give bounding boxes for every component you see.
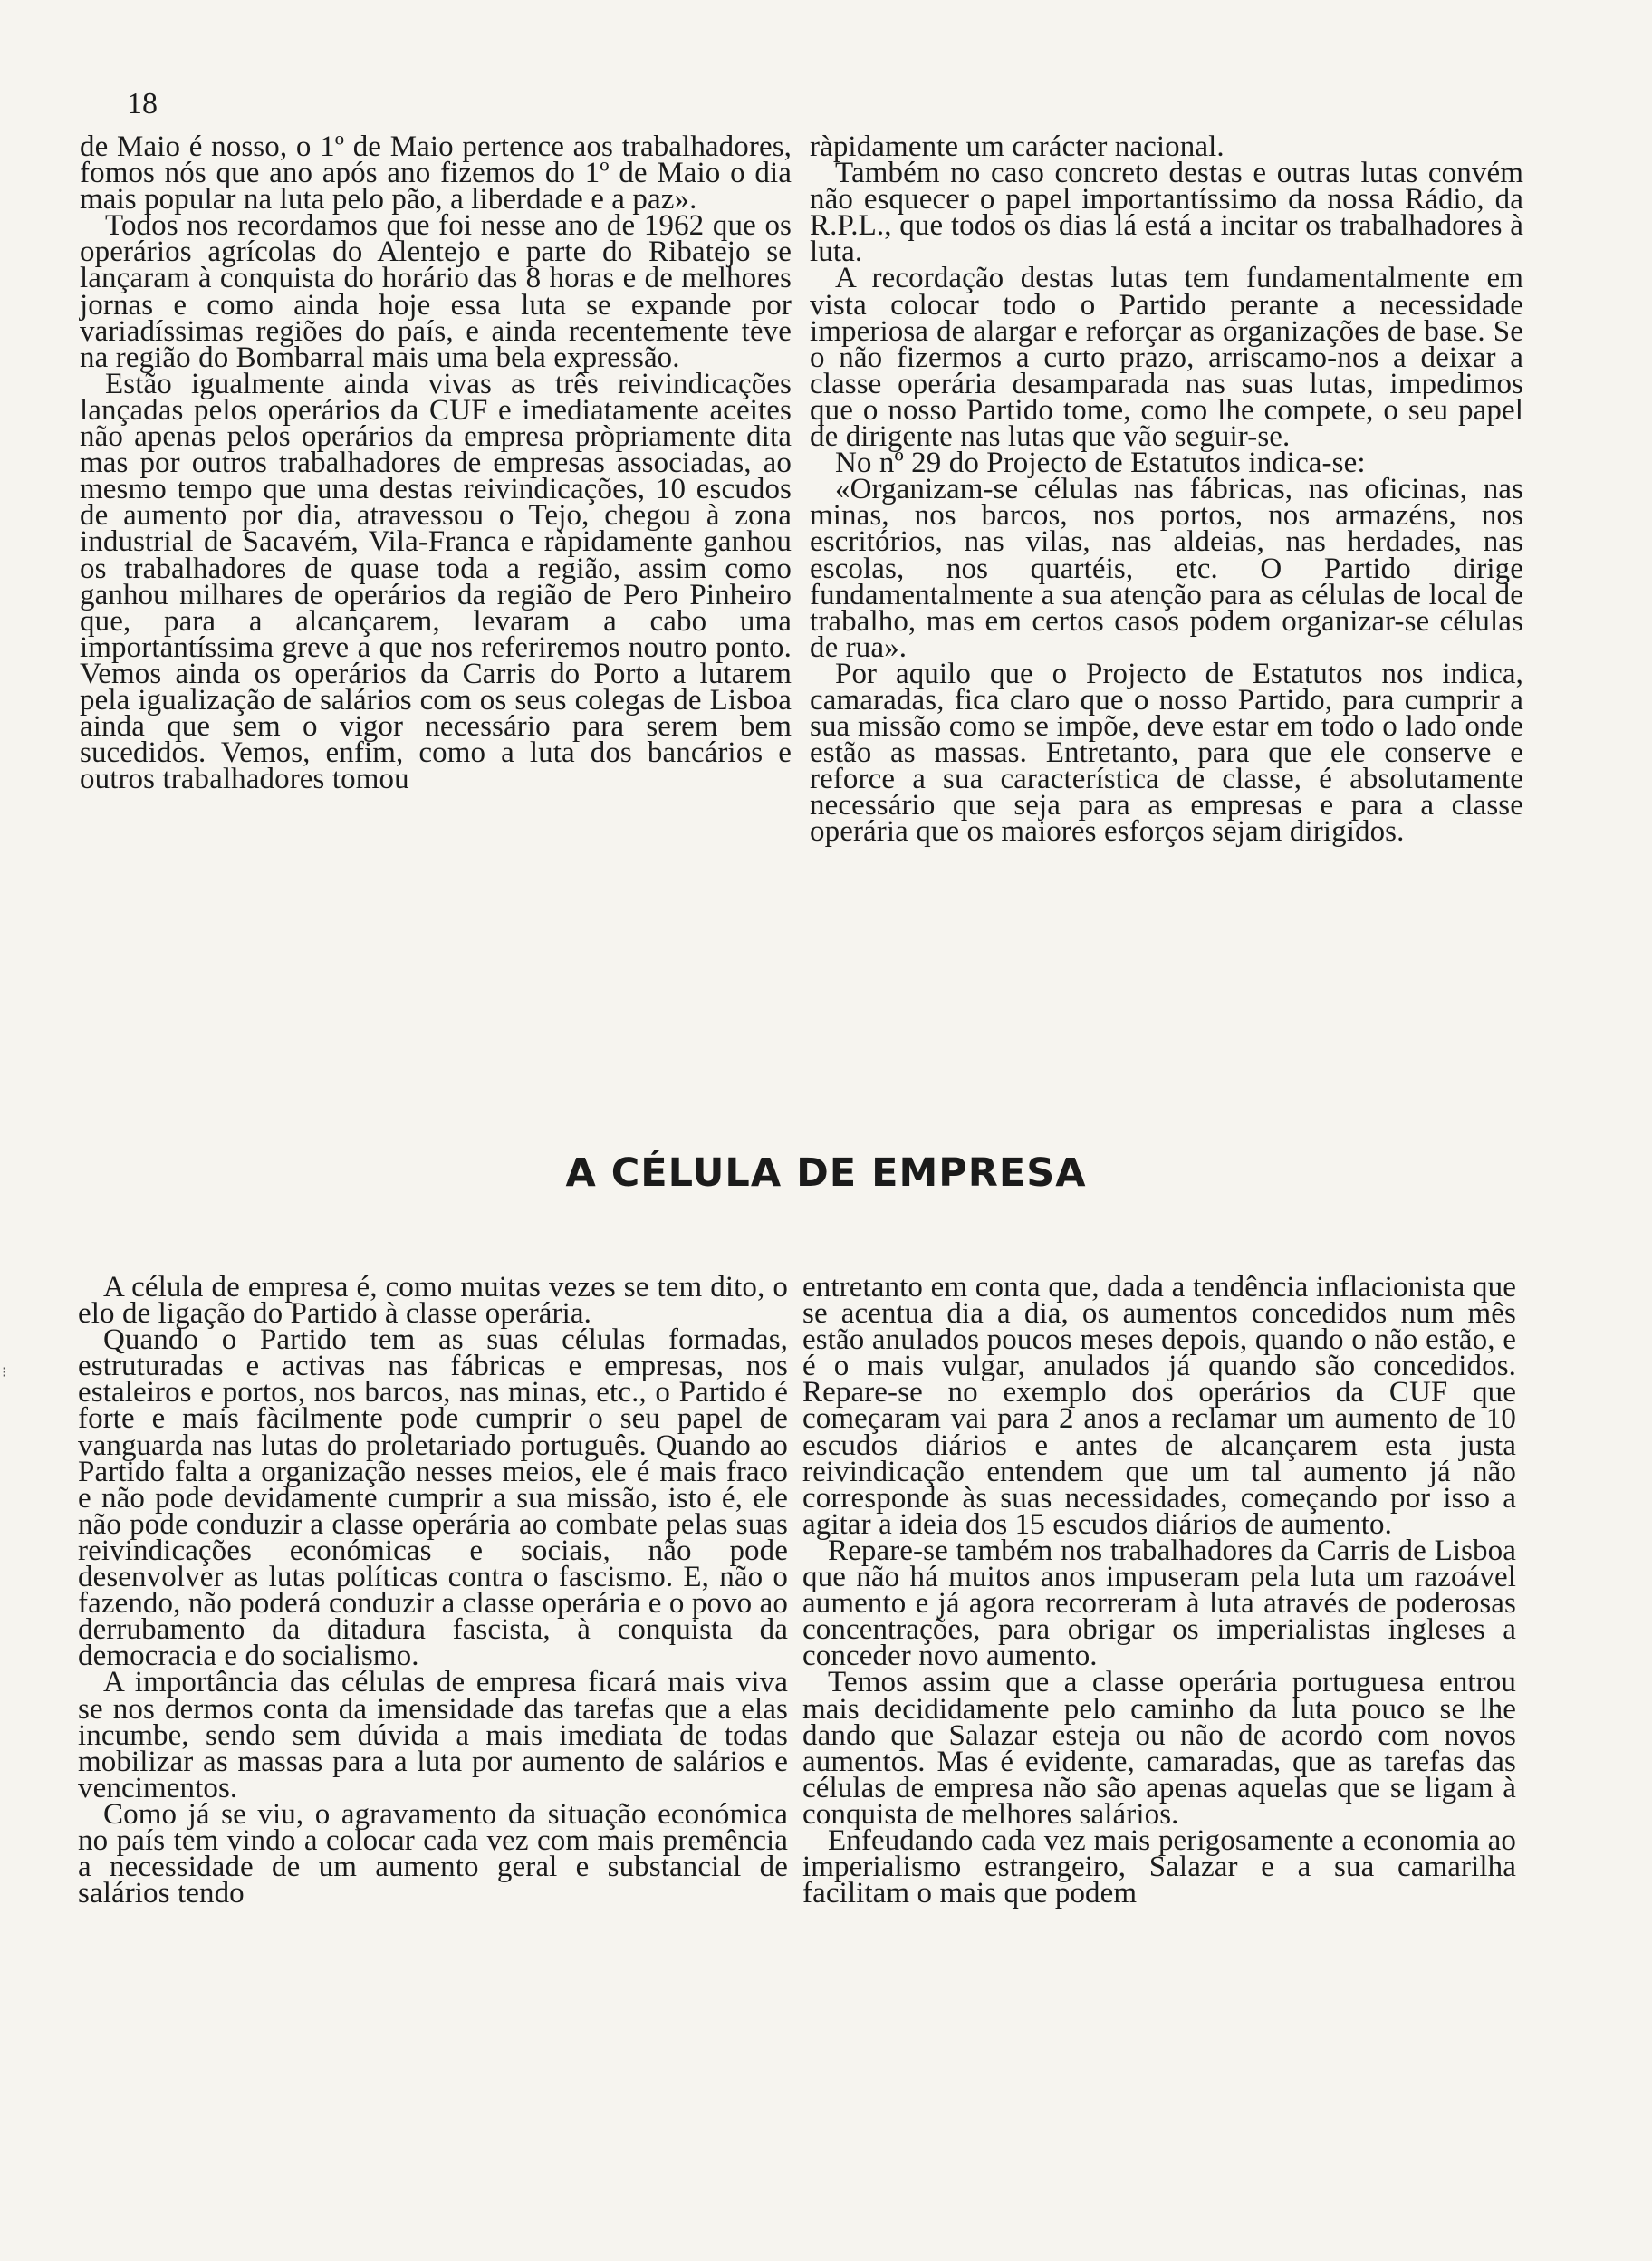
paragraph: Quando o Partido tem as suas células formadas, estruturadas e activas nas fábricas e empresas, nos estaleiros e portos, nos barcos, nas minas, etc., o Partido é forte e mais fàcilmente pode cumprir o seu papel de vanguarda nas lutas do proletariado português. Quando ao Partido falta a organização nesses meios, ele é mais fraco e não pode devidamente cumprir a sua missão, isto é, ele não pode conduzir a classe operária ao combate pelas suas reivindicações económicas e sociais, não pode desenvolver as lutas políticas contra o fascismo. E, não o fazendo, não poderá conduzir a classe operária e o povo ao derrubamento da ditadura fascista, à conquista da democracia e do socialismo. (78, 1323, 788, 1673)
bottom-left-column (78, 1271, 788, 1910)
paragraph: No nº 29 do Projecto de Estatutos indica-se: (835, 447, 1366, 480)
paragraph: de Maio é nosso, o 1º de Maio pertence aos trabalhadores, fomos nós que ano após ano fizemos do 1º de Maio o dia mais popular na luta pelo pão, a liberdade e a paz». (80, 130, 792, 216)
paragraph: A recordação destas lutas tem fundamentalmente em vista colocar todo o Partido perante a necessidade imperiosa de alargar e reforçar as organizações de base. Se o não fizermos a curto prazo, arriscamo-nos a deixar a classe operária desamparada nas suas lutas, impedimos que o nosso Partido tome, como lhe compete, o seu papel de dirigente nas lutas que vão seguir-se. (810, 262, 1523, 454)
paragraph: Enfeudando cada vez mais perigosamente a economia ao imperialismo estrangeiro, Salazar e a sua camarilha facilitam o mais que podem (802, 1823, 1516, 1910)
paragraph: Repare-se também nos trabalhadores da Carris de Lisboa que não há muitos anos impuseram pela luta um razoável aumento e já agora recorreram à luta através de poderosas concentrações, para obrigar os imperialistas ingleses a conceder novo aumento. (802, 1534, 1516, 1673)
paragraph: Estão igualmente ainda vivas as três reivindicações lançadas pelos operários da CUF e imediatamente aceites não apenas pelos operários da empresa pròpriamente dita mas por outros trabalhadores de empresas associadas, ao mesmo tempo que uma destas reivindicações, 10 escudos de aumento por dia, atravessou o Tejo, chegou à zona industrial de Sacavém, Vila-Franca e ràpidamente ganhou os trabalhadores de quase toda a região, assim como ganhou milhares de operários da região de Pero Pinheiro que, para a alcançarem, levaram a cabo uma importantíssima greve a que nos referiremos noutro ponto. Vemos ainda os operários da Carris do Porto a lutarem pela igualização de salários com os seus colegas de Lisboa ainda que sem o vigor necessário para serem bem sucedidos. Vemos, enfim, como a luta dos bancários e outros trabalhadores tomou (80, 367, 792, 796)
paragraph: Como já se viu, o agravamento da situação económica no país tem vindo a colocar cada vez com mais premência a necessidade de um aumento geral e substancial de salários tendo (78, 1797, 788, 1910)
paragraph: Também no caso concreto destas e outras lutas convém não esquecer o papel importantíssimo da nossa Rádio, da R.P.L., que todos os dias lá está a incitar os trabalhadores à luta. (810, 157, 1523, 269)
bottom-right-column (802, 1271, 1516, 1910)
paragraph: entretanto em conta que, dada a tendência inflacionista que se acentua dia a dia, os aumentos concedidos num mês estão anulados poucos meses depois, quando o não estão, e é o mais vulgar, anulados já quando são concedidos. Repare-se no exemplo dos operários da CUF que começaram vai para 2 anos a reclamar um aumento de 10 escudos diários e antes de alcançarem esta justa reivindicação entendem que um tal aumento já não corresponde às suas necessidades, começando por isso a agitar a ideia dos 15 escudos diários de aumento. (802, 1271, 1516, 1541)
margin-mark: ⁝ (2, 1363, 7, 1381)
quote-paragraph: «Organizam-se células nas fábricas, nas oficinas, nas minas, nos barcos, nos portos, nos armazéns, nos escritórios, nas vilas, nas aldeias, nas herdades, nas escolas, nos quartéis, etc. O Partido dirige fundamentalmente a sua atenção para as células de local de trabalho, mas em certos casos podem organizar-se células de rua». (810, 473, 1523, 664)
paragraph: A célula de empresa é, como muitas vezes se tem dito, o elo de ligação do Partido à classe operária. (78, 1271, 788, 1331)
paragraph: Todos nos recordamos que foi nesse ano de 1962 que os operários agrícolas do Alentejo e parte do Ribatejo se lançaram à conquista do horário das 8 horas e de melhores jornas e como ainda hoje essa luta se expande por variadíssimas regiões do país, e ainda recentemente teve na região do Bombarral mais uma bela expressão. (80, 209, 792, 374)
paragraph: ràpidamente um carácter nacional. (810, 130, 1225, 163)
section-title: A CÉLULA DE EMPRESA (565, 1150, 1087, 1196)
paragraph: Por aquilo que o Projecto de Estatutos nos indica, camaradas, fica claro que o nosso Partido, para cumprir a sua missão como se impõe, deve estar em todo o lado onde estão as massas. Entretanto, para que ele conserve e reforce a sua característica de classe, é absolutamente necessário que seja para as empresas e para a classe operária que os maiores esforços sejam dirigidos. (810, 657, 1523, 849)
page-number: 18 (127, 87, 158, 120)
top-right-column (810, 130, 1523, 849)
paragraph: Temos assim que a classe operária portuguesa entrou mais decididamente pelo caminho da luta pouco se lhe dando que Salazar esteja ou não de acordo com novos aumentos. Mas é evidente, camaradas, que as tarefas das células de empresa não são apenas aquelas que se ligam à conquista de melhores salários. (802, 1666, 1516, 1831)
top-left-column (80, 130, 792, 796)
paragraph: A importância das células de empresa ficará mais viva se nos dermos conta da imensidade das tarefas que a elas incumbe, sendo sem dúvida a mais imediata de todas mobilizar as massas para a luta por aumento de salários e vencimentos. (78, 1666, 788, 1804)
